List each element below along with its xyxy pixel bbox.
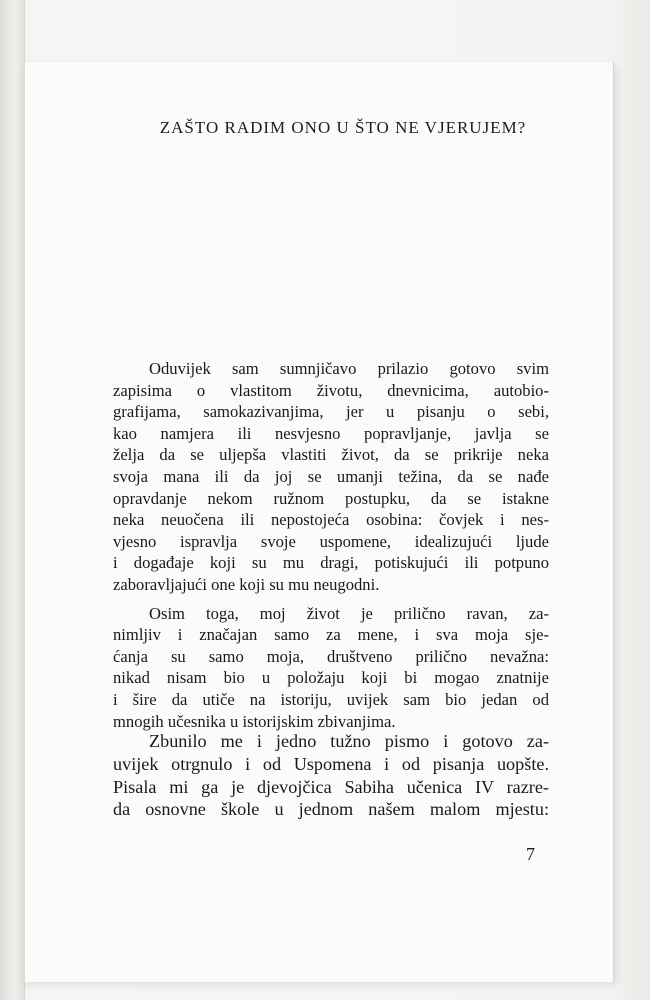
text-line: opravdanje nekom ružnom postupku, da se istakne xyxy=(113,488,549,508)
text-line: i događaje koji su mu dragi, potiskujući ili potpuno xyxy=(113,553,549,573)
text-line: grafijama, samokazivanjima, jer u pisanju o sebi, xyxy=(113,402,549,422)
body-text-block-lower xyxy=(113,730,549,821)
text-line: mnogih učesnika u istorijskim zbivanjima. xyxy=(113,711,396,731)
body-text-block-upper xyxy=(113,358,549,732)
text-line: nikad nisam bio u položaju koji bi mogao znatnije xyxy=(113,668,549,688)
text-line: želja da se uljepša vlastiti život, da se prikrije neka xyxy=(113,445,549,465)
book-page xyxy=(24,62,614,982)
chapter-title: ZAŠTO RADIM ONO U ŠTO NE VJERUJEM? xyxy=(159,118,527,137)
paragraph-1 xyxy=(113,358,549,596)
paragraph-2 xyxy=(113,603,549,733)
text-line: kao namjera ili nesvjesno popravljanje, javlja se xyxy=(113,423,549,443)
paragraph-3 xyxy=(113,730,549,821)
text-line: Osim toga, moj život je prilično ravan, za- xyxy=(149,603,549,623)
text-line: ćanja su samo moja, društveno prilično nevažna: xyxy=(113,646,549,666)
text-line: neka neuočena ili nepostojeća osobina: čovjek i nes- xyxy=(113,510,549,530)
page-number: 7 xyxy=(526,844,535,864)
text-line: vjesno ispravlja svoje uspomene, idealizujući ljude xyxy=(113,531,549,551)
text-line: uvijek otrgnulo i od Uspomena i od pisanja uopšte. xyxy=(113,753,549,774)
text-line: Oduvijek sam sumnjičavo prilazio gotovo svim xyxy=(149,359,549,378)
text-line: svoja mana ili da joj se umanji težina, da se nađe xyxy=(113,466,549,486)
previous-page-edge xyxy=(0,0,25,1000)
text-line: i šire da utiče na istoriju, uvijek sam bio jedan od xyxy=(113,689,549,709)
text-line: zaboravljajući one koji su mu neugodni. xyxy=(113,574,380,594)
text-line: nimljiv i značajan samo za mene, i sva moja sje- xyxy=(113,625,549,645)
text-line: da osnovne škole u jednom našem malom mjestu: xyxy=(113,799,549,820)
text-line: Pisala mi ga je djevojčica Sabiha učenica IV razre- xyxy=(113,776,549,797)
text-line: zapisima o vlastitom životu, dnevnicima, autobio- xyxy=(113,380,549,400)
text-line: Zbunilo me i jedno tužno pismo i gotovo za- xyxy=(149,731,549,751)
